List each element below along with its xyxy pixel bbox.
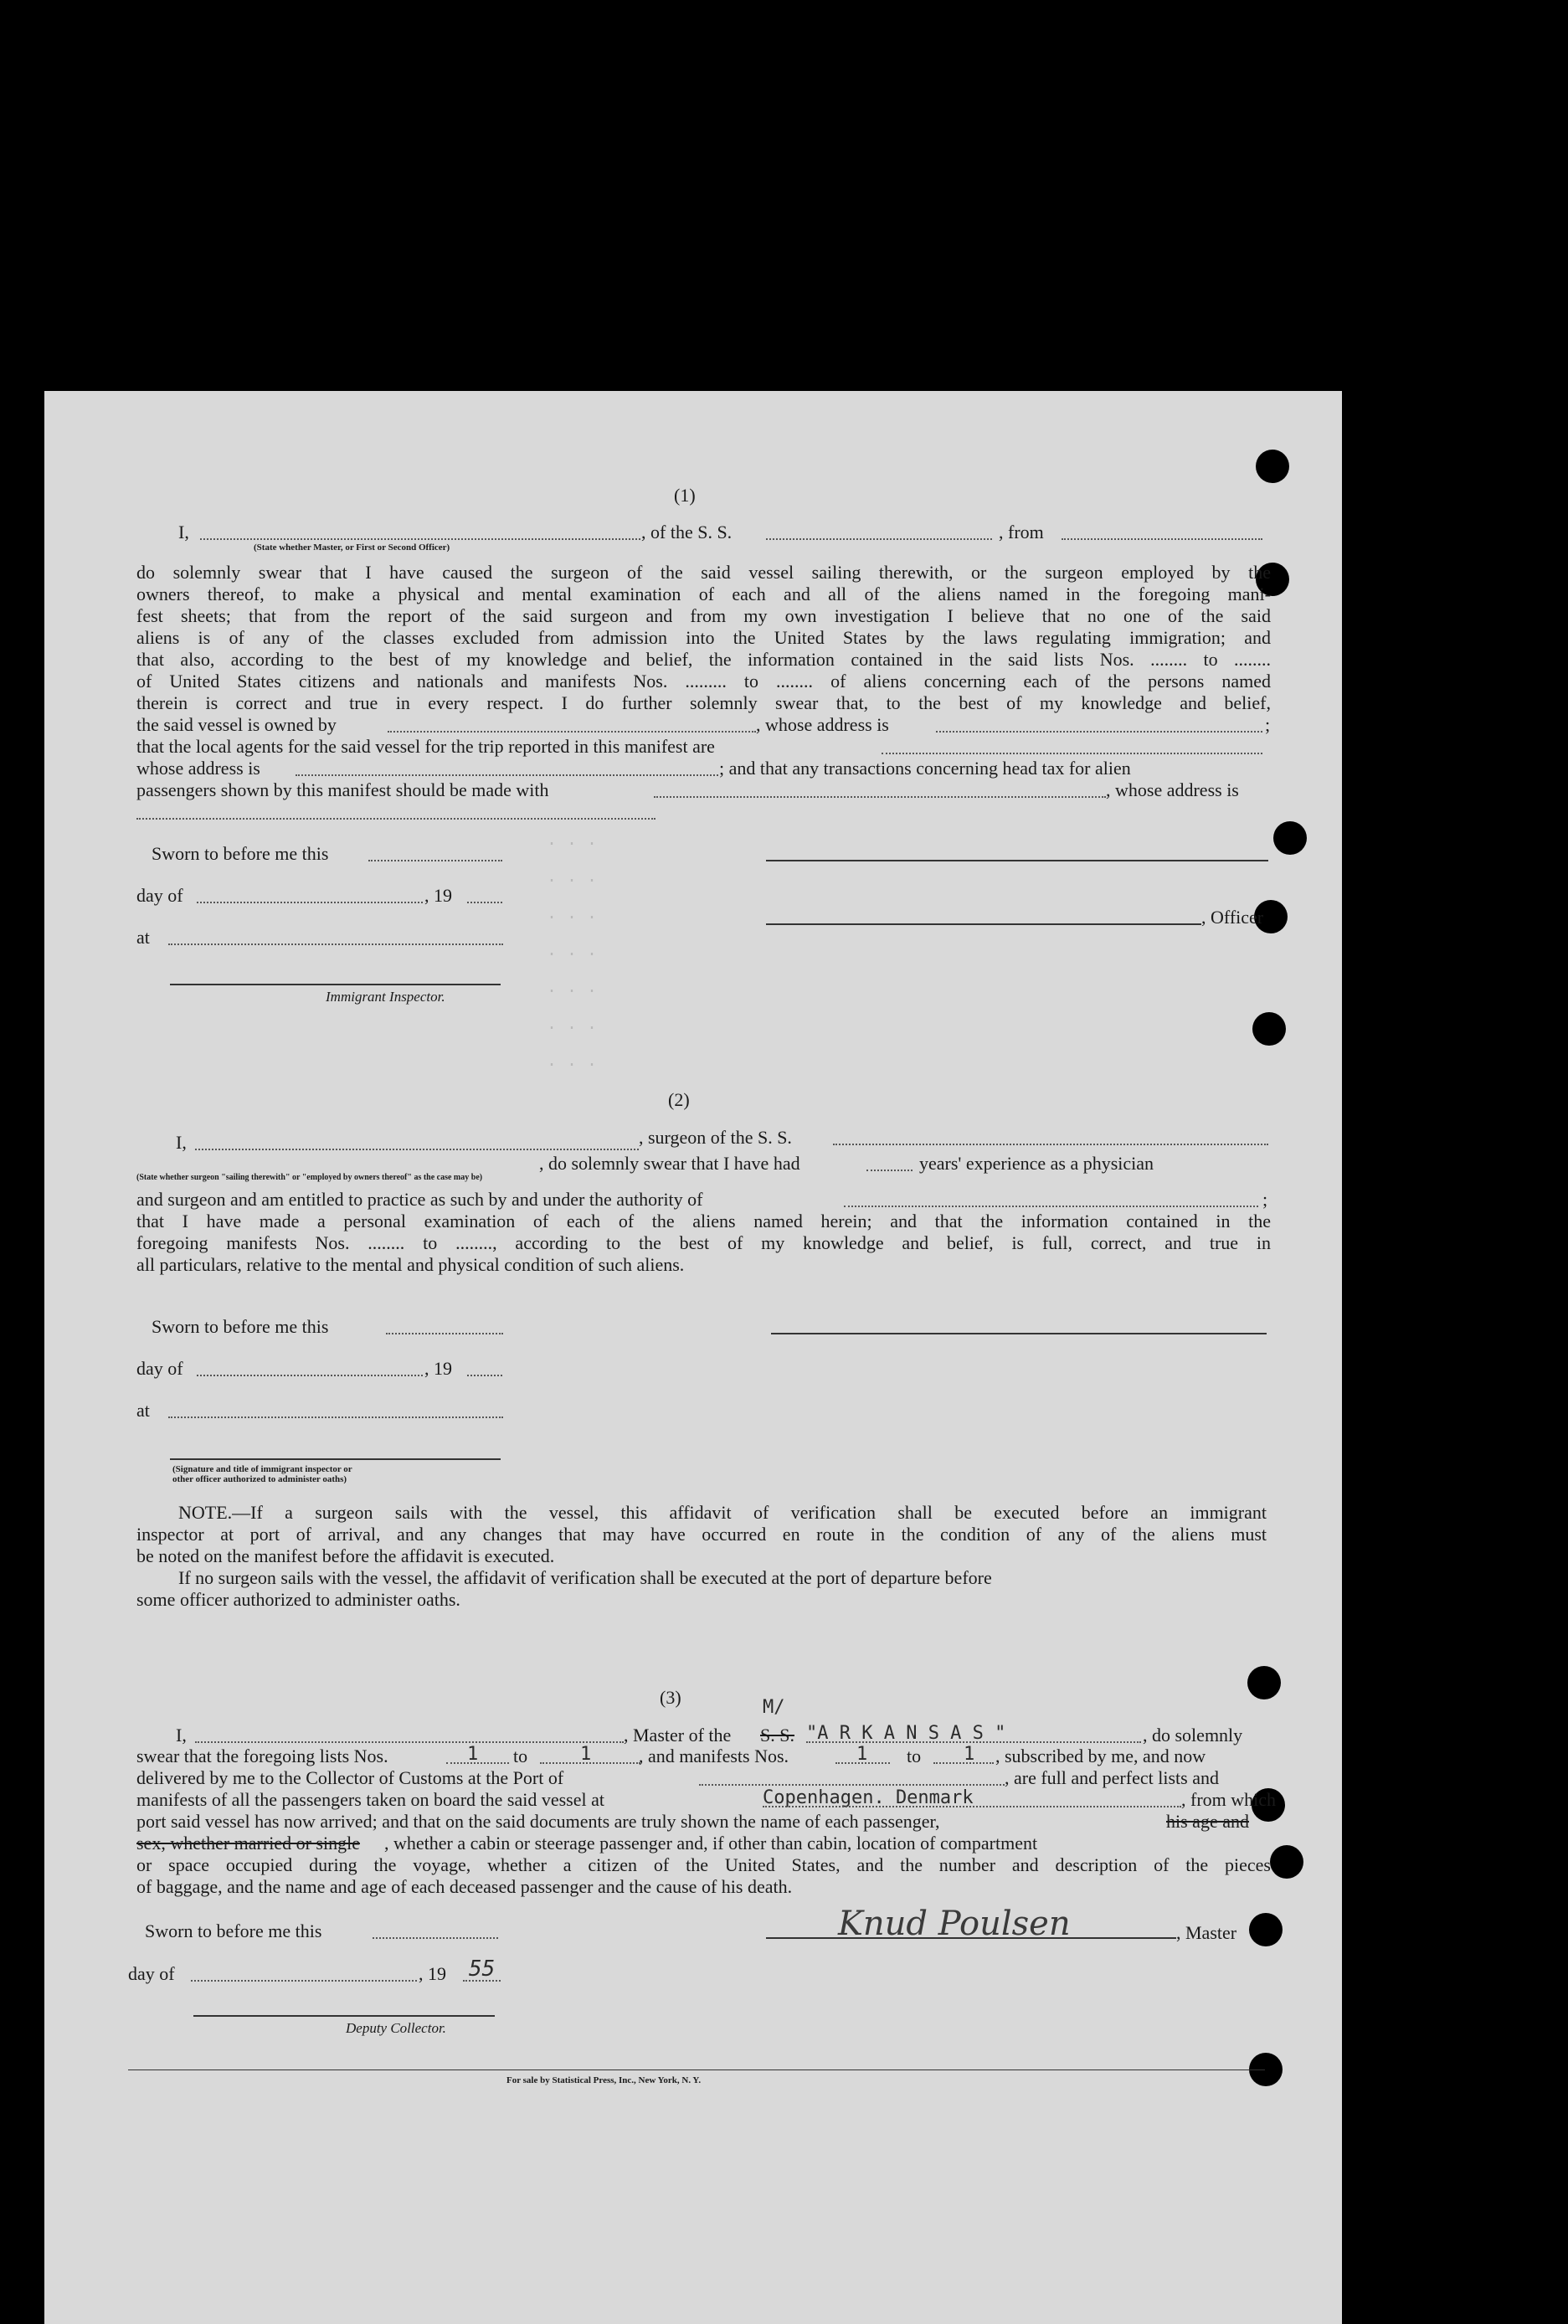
from-which-text: , from which bbox=[1181, 1789, 1277, 1810]
paragraph-line: that I have made a personal examination of each of the aliens named herein; and that the information contained in the bbox=[136, 1211, 1271, 1231]
authority-blank[interactable] bbox=[844, 1206, 1258, 1207]
agents-blank[interactable] bbox=[882, 753, 1262, 754]
punch-hole bbox=[1256, 450, 1289, 483]
sworn-blank[interactable] bbox=[386, 1333, 503, 1334]
at-label: at bbox=[136, 1400, 150, 1421]
punch-hole bbox=[1273, 821, 1307, 855]
manifests-to-value[interactable]: 1 bbox=[964, 1744, 975, 1765]
day-of-label: day of bbox=[136, 885, 183, 906]
full-perfect-text: , are full and perfect lists and bbox=[1005, 1767, 1219, 1788]
sig-caption: (Signature and title of immigrant inspector or bbox=[172, 1464, 352, 1474]
agent-address-label: whose address is bbox=[136, 758, 260, 779]
ship-name-blank bbox=[806, 1741, 1141, 1743]
section-heading: (3) bbox=[660, 1687, 681, 1708]
master-signature: Knud Poulsen bbox=[838, 1905, 1071, 1943]
sig-caption: other officer authorized to administer oaths) bbox=[172, 1474, 347, 1484]
and-manifests-text: , and manifests Nos. bbox=[639, 1746, 789, 1766]
lists-to-value[interactable]: 1 bbox=[580, 1744, 592, 1765]
paragraph-line: do solemnly swear that I have caused the surgeon of the said vessel sailing therewith, or the surgeon employed by the bbox=[136, 562, 1271, 583]
footer-imprint: For sale by Statistical Press, Inc., New York, N. Y. bbox=[506, 2075, 702, 2085]
punch-hole bbox=[1247, 1666, 1281, 1699]
officer-blank[interactable] bbox=[200, 538, 640, 540]
from-blank[interactable] bbox=[1062, 538, 1262, 540]
surgeon-paragraph bbox=[136, 1211, 1271, 1276]
lists-from-value[interactable]: 1 bbox=[467, 1744, 479, 1765]
ms-mark: M/ bbox=[763, 1697, 785, 1718]
semicolon: ; bbox=[1262, 1189, 1268, 1210]
master-signature-line[interactable] bbox=[766, 1937, 1176, 1939]
note-line: If no surgeon sails with the vessel, the affidavit of verification shall be executed at the port of departure before bbox=[178, 1567, 992, 1588]
surgeon-of-label: , surgeon of the S. S. bbox=[639, 1127, 792, 1148]
day-of-label: day of bbox=[136, 1358, 183, 1379]
master-of-label: , Master of the bbox=[624, 1725, 732, 1746]
port-arrived-text: port said vessel has now arrived; and that on the said documents are truly shown the name of each passenger, bbox=[136, 1811, 940, 1832]
section2-i: I, bbox=[176, 1132, 187, 1153]
local-agents-label: that the local agents for the said vessel for the trip reported in this manifest are bbox=[136, 736, 715, 757]
struck-text: his age and bbox=[1166, 1811, 1249, 1832]
inspector-signature-line[interactable] bbox=[170, 984, 501, 985]
transactions-address-blank[interactable] bbox=[136, 818, 655, 820]
whose-address-3: , whose address is bbox=[1106, 779, 1239, 800]
note-line: inspector at port of arrival, and any changes that may have occurred en route in the condition of any of the aliens must bbox=[136, 1524, 1267, 1545]
ss-prefix bbox=[760, 1725, 794, 1746]
punch-hole bbox=[1249, 1913, 1283, 1946]
ship-blank[interactable] bbox=[766, 538, 992, 540]
note-paragraph bbox=[136, 1502, 1267, 1611]
subscribed-text: , subscribed by me, and now bbox=[995, 1746, 1206, 1766]
lists-to-blank bbox=[540, 1762, 640, 1764]
swear-text: , do solemnly swear that I have had bbox=[539, 1153, 800, 1174]
year-blank[interactable] bbox=[467, 1375, 502, 1376]
inspector-signature-line[interactable] bbox=[170, 1458, 501, 1460]
ship-name[interactable]: "A R K A N S A S " bbox=[806, 1723, 1006, 1744]
paragraph-line: that also, according to the best of my knowledge and belief, the information contained in the said lists Nos. ........ to ........ bbox=[136, 649, 1271, 670]
sworn-label: Sworn to before me this bbox=[152, 1316, 329, 1337]
paragraph-line: therein is correct and true in every respect. I do further solemnly swear that, to the best of my knowledge and belief, bbox=[136, 692, 1271, 713]
year-label: , 19 bbox=[424, 1358, 452, 1379]
day-blank[interactable] bbox=[191, 1980, 417, 1982]
surgeon-name-blank[interactable] bbox=[195, 1149, 639, 1150]
day-blank[interactable] bbox=[197, 902, 423, 903]
surgeon-signature-line[interactable] bbox=[771, 1333, 1267, 1334]
day-blank[interactable] bbox=[197, 1375, 423, 1376]
sworn-label: Sworn to before me this bbox=[145, 1920, 322, 1941]
year-label: , 19 bbox=[424, 885, 452, 906]
paragraph-line: of United States citizens and nationals and manifests Nos. ......... to ........ of aliens concerning each of the persons named bbox=[136, 671, 1271, 692]
ss-text: S. S. bbox=[760, 1725, 794, 1746]
agent-address-blank[interactable] bbox=[296, 774, 718, 776]
section3-i: I, bbox=[176, 1725, 187, 1746]
year-value[interactable]: 55 bbox=[469, 1956, 496, 1982]
master-label: , Master bbox=[1176, 1922, 1237, 1943]
oath-paragraph bbox=[136, 562, 1271, 714]
lists-from-blank bbox=[446, 1762, 509, 1764]
head-tax-text: ; and that any transactions concerning head tax for alien bbox=[719, 758, 1131, 779]
manifests-from-value[interactable]: 1 bbox=[856, 1744, 868, 1765]
note-line: NOTE.—If a surgeon sails with the vessel, this affidavit of verification shall be executed before an immigrant bbox=[178, 1502, 1267, 1523]
swear-lists-text: swear that the foregoing lists Nos. bbox=[136, 1746, 388, 1766]
manifests-from-blank bbox=[835, 1762, 890, 1764]
at-blank[interactable] bbox=[168, 1417, 503, 1418]
note-line: some officer authorized to administer oaths. bbox=[136, 1589, 460, 1610]
at-blank[interactable] bbox=[168, 943, 503, 945]
master-signature-line[interactable] bbox=[766, 860, 1268, 861]
year-blank bbox=[463, 1980, 501, 1982]
whose-address-label: , whose address is bbox=[756, 714, 889, 735]
at-label: at bbox=[136, 927, 150, 948]
to-label: to bbox=[513, 1746, 528, 1766]
paragraph-line: owners thereof, to make a physical and mental examination of each and all of the aliens named in the foregoing mani- bbox=[136, 584, 1271, 604]
bleed-through-marks: · · · · · · · · · · · · · · · · · · · · · bbox=[547, 835, 598, 1075]
transactions-blank[interactable] bbox=[654, 796, 1106, 798]
master-name-blank[interactable] bbox=[195, 1741, 624, 1743]
sworn-label: Sworn to before me this bbox=[152, 843, 329, 864]
master-paragraph bbox=[136, 1854, 1271, 1898]
semicolon: ; bbox=[1265, 714, 1271, 735]
owner-blank[interactable] bbox=[388, 731, 756, 733]
years-blank[interactable] bbox=[866, 1170, 913, 1171]
officer-caption: (State whether Master, or First or Second Officer) bbox=[254, 542, 450, 553]
section-heading: (1) bbox=[674, 485, 696, 506]
port-of-blank[interactable] bbox=[699, 1784, 1005, 1786]
to-label: to bbox=[907, 1746, 922, 1766]
sworn-blank[interactable] bbox=[373, 1937, 498, 1939]
paragraph-line: fest sheets; that from the report of the said surgeon and from my own investigation I believe that no one of the said bbox=[136, 605, 1271, 626]
departure-port[interactable]: Copenhagen. Denmark bbox=[763, 1787, 974, 1808]
years-text: years' experience as a physician bbox=[919, 1153, 1154, 1174]
manifests-all-text: manifests of all the passengers taken on board the said vessel at bbox=[136, 1789, 605, 1810]
surgeon-caption: (State whether surgeon "sailing therewith" or "employed by owners thereof" as the case may be) bbox=[136, 1173, 483, 1182]
footer-rule bbox=[128, 2069, 1265, 2070]
passengers-line: passengers shown by this manifest should be made with bbox=[136, 779, 549, 800]
day-of-label: day of bbox=[128, 1963, 175, 1984]
struck-text: sex, whether married or single bbox=[136, 1833, 360, 1854]
year-blank[interactable] bbox=[467, 902, 502, 903]
owner-address-blank[interactable] bbox=[936, 731, 1262, 733]
surgeon-ship-blank[interactable] bbox=[833, 1144, 1268, 1145]
inspector-caption: Immigrant Inspector. bbox=[326, 989, 445, 1005]
form-sheet bbox=[44, 391, 1342, 2324]
collector-signature-line[interactable] bbox=[193, 2015, 495, 2017]
paragraph-line: foregoing manifests Nos. ........ to ........, according to the best of my knowledge and belief, is full, correct, and true in bbox=[136, 1232, 1271, 1253]
note-line: be noted on the manifest before the affidavit is executed. bbox=[136, 1545, 555, 1566]
officer-label: , Officer bbox=[1201, 907, 1264, 928]
punch-hole bbox=[1270, 1845, 1303, 1879]
paragraph-line: all particulars, relative to the mental and physical condition of such aliens. bbox=[136, 1254, 685, 1275]
year-label: , 19 bbox=[419, 1963, 446, 1984]
section1-i: I, bbox=[178, 522, 189, 542]
authority-text: and surgeon and am entitled to practice as such by and under the authority of bbox=[136, 1189, 703, 1210]
owned-by-label: the said vessel is owned by bbox=[136, 714, 337, 735]
paragraph-line: of baggage, and the name and age of each deceased passenger and the cause of his death. bbox=[136, 1876, 793, 1897]
collector-caption: Deputy Collector. bbox=[346, 2020, 446, 2036]
departure-port-blank bbox=[763, 1806, 1181, 1807]
sworn-blank[interactable] bbox=[368, 860, 502, 861]
manifests-to-blank bbox=[933, 1762, 994, 1764]
from-label: , from bbox=[999, 522, 1044, 542]
solemnly-text: , do solemnly bbox=[1143, 1725, 1243, 1746]
officer-line[interactable] bbox=[766, 923, 1201, 925]
punch-hole bbox=[1252, 1012, 1286, 1046]
of-ss-label: , of the S. S. bbox=[641, 522, 733, 542]
section-heading: (2) bbox=[668, 1089, 690, 1110]
delivered-text: delivered by me to the Collector of Customs at the Port of bbox=[136, 1767, 564, 1788]
cabin-text: , whether a cabin or steerage passenger and, if other than cabin, location of compartment bbox=[384, 1833, 1038, 1854]
paragraph-line: aliens is of any of the classes excluded from admission into the United States by the laws regulating immigration; and bbox=[136, 627, 1271, 648]
paragraph-line: or space occupied during the voyage, whether a citizen of the United States, and the number and description of the pieces bbox=[136, 1854, 1271, 1875]
